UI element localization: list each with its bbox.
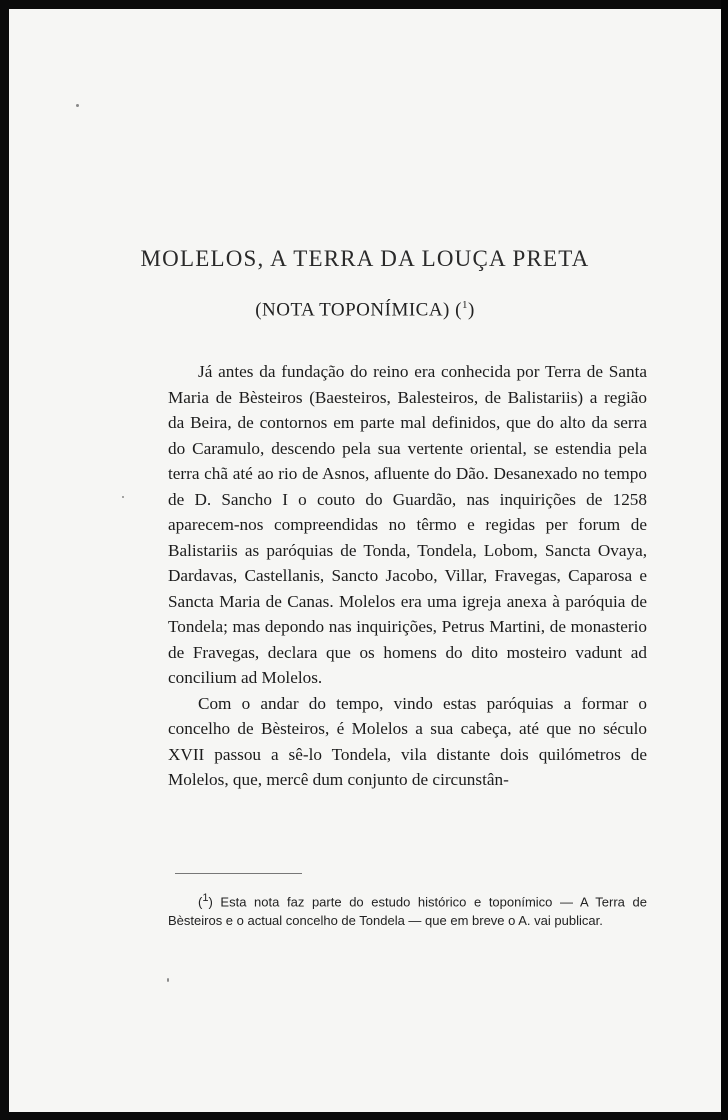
paper-speck bbox=[167, 978, 169, 982]
page-title: MOLELOS, A TERRA DA LOUÇA PRETA bbox=[140, 246, 590, 271]
footnote-text: Esta nota faz parte do estudo histórico e toponímico — A Terra de Bèsteiros e o actual concelho de Tondela — que em breve o A. vai publicar. bbox=[168, 894, 647, 928]
footnote: ($^1$) Esta nota faz parte do estudo histórico e toponímico — A Terra de Bèsteiros e o actual concelho de Tondela — que em breve o A. vai publicar. bbox=[168, 892, 647, 928]
footnote-marker: 1 bbox=[461, 299, 468, 311]
paper-speck bbox=[76, 104, 79, 107]
paragraph-2: Com o andar do tempo, vindo estas paróquias a formar o concelho de Bèsteiros, é Molelos a sua cabeça, até que no século XVII passou a sê-lo Tondela, vila distante dois quilómetros de Molelos, que, mercê dum conjunto de circunstân- bbox=[168, 693, 647, 789]
subtitle-text: (NOTA TOPONÍMICA) ( bbox=[255, 299, 462, 321]
body-text bbox=[168, 359, 647, 793]
footnote-number: 1 bbox=[202, 892, 209, 904]
scan-border bbox=[721, 0, 728, 1120]
paragraph-1: Já antes da fundação do reino era conhecida por Terra de Santa Maria de Bèsteiros (Baesteiros, Balesteiros, de Balistariis) a região da Beira, de contornos em parte mal definidos, que do alto da serra do Caramulo, descendo pela sua vertente oriental, se estendia pela terra chã até ao rio de Asnos, afluente do Dão. Desanexado no tempo de D. Sancho I o couto do Guardão, nas inquirições de 1258 aparecem-nos compreendidas no têrmo e regidas per forum de Balistariis as paróquias de Tonda, Tondela, Lobom, Sancta Ovaya, Dardavas, Castellanis, Sancto Jacobo, Villar, Fravegas, Caparosa e Sancta Maria de Canas. Molelos era uma igreja anexa à paróquia de Tondela; mas depondo nas inquirições, Petrus Martini, de monasterio de Fravegas, declara que os homens do dito mosteiro vadunt ad concilium ad Molelos. bbox=[168, 362, 647, 687]
paper-speck bbox=[122, 496, 124, 498]
subtitle bbox=[9, 299, 721, 321]
footnote-divider bbox=[175, 873, 302, 874]
subtitle-close: ) bbox=[467, 299, 475, 321]
page bbox=[9, 9, 721, 1112]
